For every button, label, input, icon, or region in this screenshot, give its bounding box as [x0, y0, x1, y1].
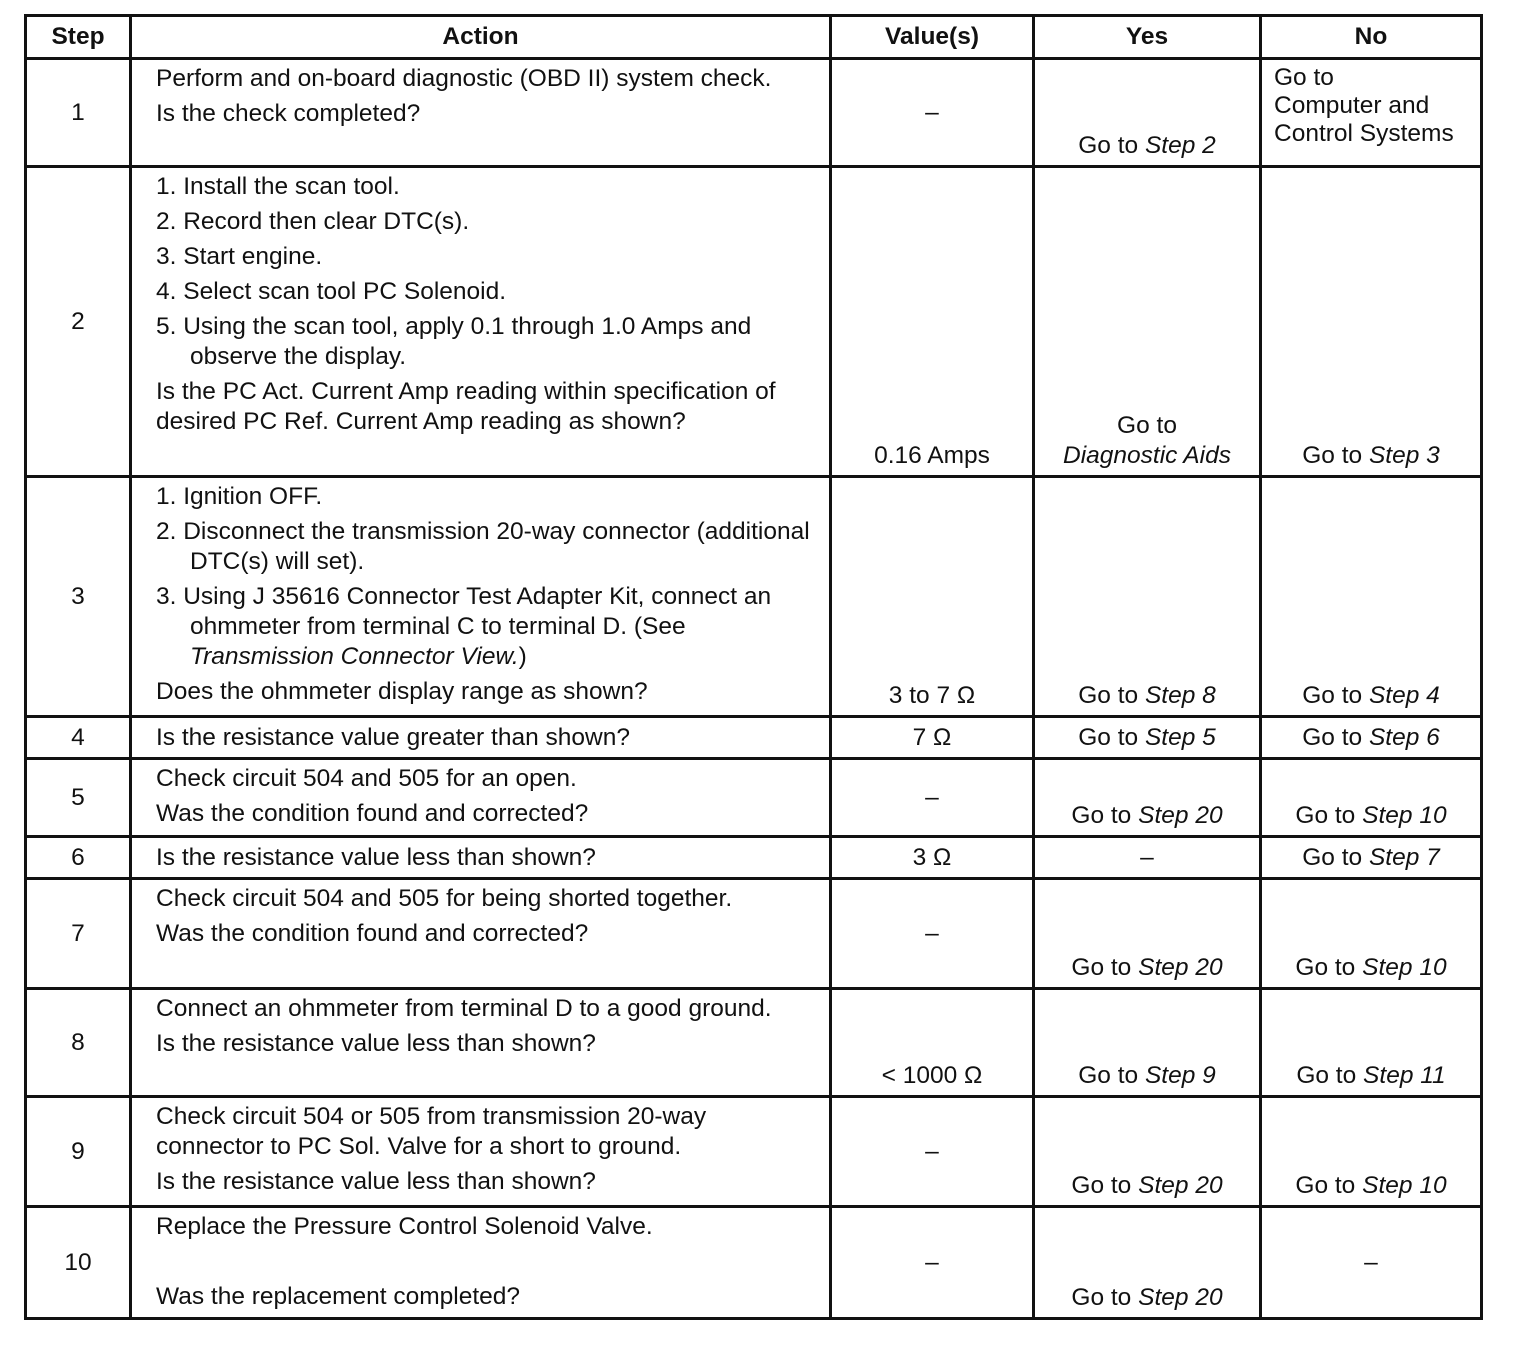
no-prefix: Go to [1295, 954, 1363, 981]
step-number: 9 [26, 1097, 131, 1207]
action-item-text: 3. Using J 35616 Connector Test Adapter Kit, connect an ohmmeter from terminal C to terminal D. (See [156, 583, 772, 640]
value-cell: 3 to 7 Ω [831, 477, 1034, 717]
step-number: 2 [26, 167, 131, 477]
no-target: Step 10 [1362, 802, 1447, 829]
question-text: Does the ohmmeter display range as shown? [156, 678, 648, 705]
yes-cell [1034, 717, 1261, 759]
action-text: Replace the Pressure Control Solenoid Valve. [156, 1213, 653, 1240]
step-number: 8 [26, 989, 131, 1097]
yes-cell [1034, 989, 1261, 1097]
value-cell: – [831, 759, 1034, 837]
no-cell [1261, 759, 1482, 837]
table-row [26, 879, 1482, 989]
table-row [26, 1097, 1482, 1207]
yes-target: Step 20 [1138, 1284, 1223, 1311]
no-prefix: Go to [1295, 1172, 1363, 1199]
no-cell [1261, 59, 1482, 167]
no-text: Control Systems [1274, 120, 1454, 147]
yes-prefix: Go to [1078, 132, 1145, 159]
question-text: Is the check completed? [156, 100, 421, 127]
no-text: Computer and [1274, 92, 1430, 119]
yes-prefix: Go to [1071, 954, 1139, 981]
no-cell [1261, 1097, 1482, 1207]
action-cell [131, 837, 831, 879]
no-cell [1261, 717, 1482, 759]
table-row [26, 837, 1482, 879]
step-number: 3 [26, 477, 131, 717]
action-item: 3. Start engine. [156, 243, 323, 270]
header-no: No [1261, 16, 1482, 59]
action-item [156, 582, 819, 672]
no-target: Step 10 [1362, 954, 1447, 981]
no-target: Step 11 [1363, 1062, 1446, 1089]
yes-cell [1034, 879, 1261, 989]
action-item: 4. Select scan tool PC Solenoid. [156, 278, 507, 305]
no-prefix: Go to [1302, 682, 1369, 709]
no-cell [1261, 989, 1482, 1097]
header-step: Step [26, 16, 131, 59]
no-prefix: Go to [1302, 442, 1369, 469]
yes-target: Step 8 [1144, 682, 1216, 709]
table-row [26, 989, 1482, 1097]
table-row [26, 1207, 1482, 1319]
step-number: 6 [26, 837, 131, 879]
yes-prefix: Go to [1078, 1062, 1145, 1089]
action-item: 1. Ignition OFF. [156, 483, 323, 510]
action-cell [131, 59, 831, 167]
step-number: 7 [26, 879, 131, 989]
no-target: Step 10 [1362, 1172, 1447, 1199]
yes-target: Step 2 [1144, 132, 1216, 159]
step-number: 4 [26, 717, 131, 759]
yes-cell [1034, 1097, 1261, 1207]
question-text: Is the resistance value less than shown? [156, 1030, 596, 1057]
question-text: Is the resistance value less than shown? [156, 1168, 596, 1195]
action-text: Check circuit 504 and 505 for being shorted together. [156, 885, 733, 912]
no-prefix: Go to [1296, 1062, 1364, 1089]
action-cell [131, 759, 831, 837]
no-target: Step 6 [1368, 723, 1440, 751]
yes-cell [1034, 759, 1261, 837]
no-cell [1261, 879, 1482, 989]
yes-target: Step 20 [1138, 802, 1223, 829]
yes-target: Step 5 [1144, 723, 1216, 751]
table-row [26, 167, 1482, 477]
question-text: Was the condition found and corrected? [156, 800, 589, 827]
value-cell: 0.16 Amps [831, 167, 1034, 477]
value-cell: 7 Ω [831, 717, 1034, 759]
no-cell [1261, 477, 1482, 717]
yes-target: Step 20 [1138, 1172, 1223, 1199]
no-cell [1261, 837, 1482, 879]
no-target: Step 3 [1368, 442, 1440, 469]
table-row [26, 717, 1482, 759]
action-item: 2. Disconnect the transmission 20-way connector (additional DTC(s) will set). [156, 518, 810, 575]
action-cell [131, 989, 831, 1097]
action-cell [131, 167, 831, 477]
no-target: Step 4 [1368, 682, 1440, 709]
action-text: Connect an ohmmeter from terminal D to a good ground. [156, 995, 772, 1022]
step-number: 5 [26, 759, 131, 837]
action-cell [131, 1097, 831, 1207]
no-cell [1261, 167, 1482, 477]
table-row [26, 759, 1482, 837]
no-target: Step 7 [1368, 843, 1440, 871]
step-number: 10 [26, 1207, 131, 1319]
header-values: Value(s) [831, 16, 1034, 59]
action-cell [131, 477, 831, 717]
no-prefix: Go to [1302, 723, 1369, 751]
yes-prefix: Go to [1071, 1284, 1139, 1311]
action-item-text: ) [518, 643, 527, 670]
table-row [26, 59, 1482, 167]
yes-cell [1034, 477, 1261, 717]
action-item-reference: Transmission Connector View. [190, 643, 519, 670]
step-number: 1 [26, 59, 131, 167]
value-cell: < 1000 Ω [831, 989, 1034, 1097]
no-prefix: Go to [1295, 802, 1363, 829]
question-text: Is the PC Act. Current Amp reading within specification of desired PC Ref. Current Amp reading as shown? [156, 378, 776, 435]
value-cell: 3 Ω [831, 837, 1034, 879]
question-text: Was the replacement completed? [156, 1283, 521, 1310]
yes-target: Diagnostic Aids [1063, 442, 1231, 469]
action-item: 5. Using the scan tool, apply 0.1 through 1.0 Amps and observe the display. [156, 313, 752, 370]
value-cell: – [831, 1097, 1034, 1207]
question-text: Is the resistance value less than shown? [156, 843, 596, 871]
action-item: 2. Record then clear DTC(s). [156, 208, 470, 235]
yes-target: Step 20 [1138, 954, 1223, 981]
header-yes: Yes [1034, 16, 1261, 59]
yes-cell: – [1034, 837, 1261, 879]
value-cell: – [831, 59, 1034, 167]
spacer [156, 1242, 819, 1282]
action-text: Perform and on-board diagnostic (OBD II) system check. [156, 65, 772, 92]
question-text: Is the resistance value greater than shown? [156, 723, 630, 751]
value-cell: – [831, 879, 1034, 989]
yes-prefix: Go to [1117, 412, 1177, 439]
action-cell [131, 1207, 831, 1319]
yes-cell [1034, 59, 1261, 167]
value-cell: – [831, 1207, 1034, 1319]
yes-prefix: Go to [1071, 1172, 1139, 1199]
question-text: Was the condition found and corrected? [156, 920, 589, 947]
header-action: Action [131, 16, 831, 59]
action-text: Check circuit 504 or 505 from transmission 20-way connector to PC Sol. Valve for a short to ground. [156, 1103, 707, 1160]
no-text: Go to [1274, 64, 1334, 91]
table-row [26, 477, 1482, 717]
yes-prefix: Go to [1071, 802, 1139, 829]
header-row [26, 16, 1482, 59]
action-text: Check circuit 504 and 505 for an open. [156, 765, 577, 792]
yes-target: Step 9 [1144, 1062, 1216, 1089]
no-prefix: Go to [1302, 843, 1369, 871]
yes-prefix: Go to [1078, 723, 1145, 751]
action-cell [131, 879, 831, 989]
no-cell: – [1261, 1207, 1482, 1319]
yes-prefix: Go to [1078, 682, 1145, 709]
yes-cell [1034, 167, 1261, 477]
action-cell [131, 717, 831, 759]
action-item: 1. Install the scan tool. [156, 173, 400, 200]
yes-cell [1034, 1207, 1261, 1319]
diagnostic-table [24, 14, 1483, 1320]
